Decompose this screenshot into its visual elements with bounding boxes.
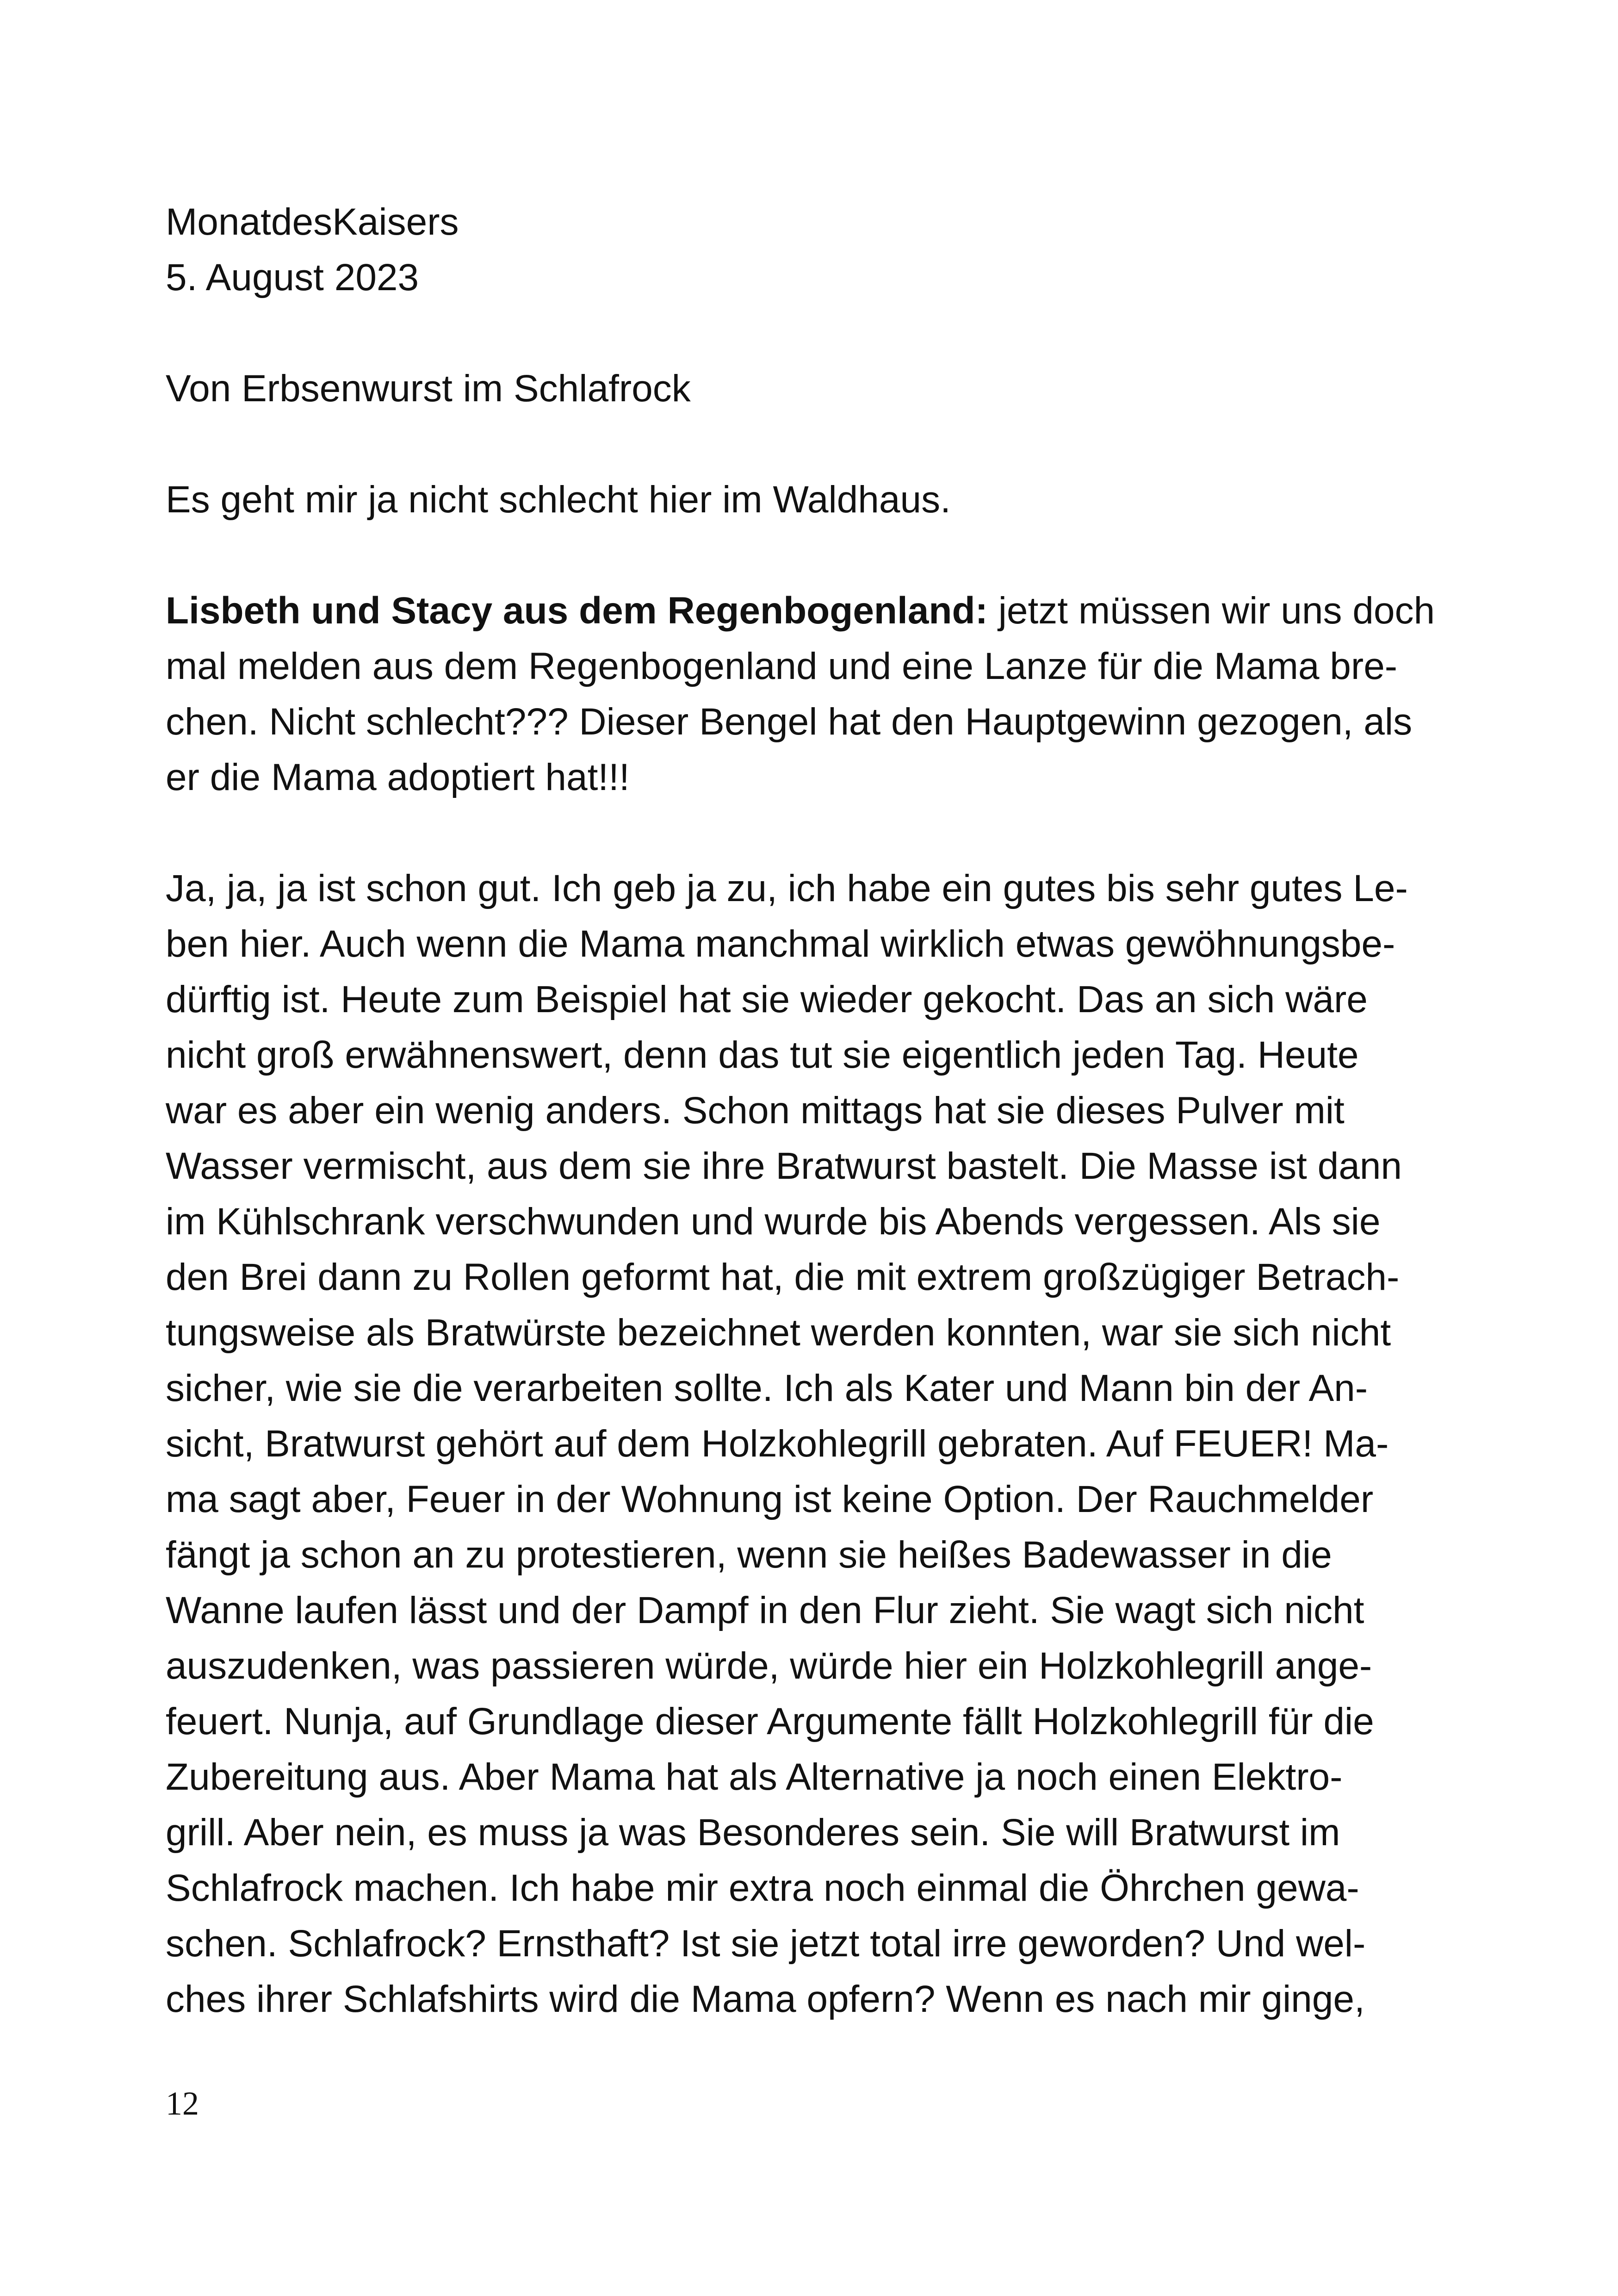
body-line: Ja, ja, ja ist schon gut. Ich geb ja zu, ich habe ein gutes bis sehr gutes Le- [166,867,1408,909]
body-line: feuert. Nunja, auf Grundlage dieser Argumente fällt Holzkohlegrill für die [166,1700,1374,1742]
paragraph-line: chen. Nicht schlecht??? Dieser Bengel hat den Hauptgewinn gezogen, als [166,701,1413,743]
spacer [166,805,1461,861]
body-line: den Brei dann zu Rollen geformt hat, die mit extrem großzügiger Betrach- [166,1256,1400,1298]
body-line: nicht groß erwähnenswert, denn das tut sie eigentlich jeden Tag. Heute [166,1034,1359,1076]
paragraph-line: er die Mama adoptiert hat!!! [166,756,630,798]
body-line: Zubereitung aus. Aber Mama hat als Alternative ja noch einen Elektro- [166,1756,1343,1798]
body-line: fängt ja schon an zu protestieren, wenn sie heißes Badewasser in die [166,1534,1332,1576]
chapter-title: Von Erbsenwurst im Schlafrock [166,367,691,410]
body-line: schen. Schlafrock? Ernsthaft? Ist sie jetzt total irre geworden? Und wel- [166,1923,1366,1965]
entry-date: 5. August 2023 [166,256,419,299]
body-line: Schlafrock machen. Ich habe mir extra noch einmal die Öhrchen gewa- [166,1867,1359,1909]
speaker-line [166,583,1461,639]
body-line: Wasser vermischt, aus dem sie ihre Bratwurst bastelt. Die Masse ist dann [166,1145,1402,1187]
body-line: war es aber ein wenig anders. Schon mittags hat sie dieses Pulver mit [166,1089,1345,1132]
body-line: grill. Aber nein, es muss ja was Besonderes sein. Sie will Bratwurst im [166,1811,1340,1854]
speaker-text: jetzt müssen wir uns doch [987,590,1435,632]
body-line: auszudenken, was passieren würde, würde hier ein Holzkohlegrill ange- [166,1645,1372,1687]
body-line: im Kühlschrank verschwunden und wurde bis Abends vergessen. Als sie [166,1201,1381,1243]
body-line: ches ihrer Schlafshirts wird die Mama opfern? Wenn es nach mir ginge, [166,1978,1365,2020]
body-line: sicht, Bratwurst gehört auf dem Holzkohlegrill gebraten. Auf FEUER! Ma- [166,1423,1389,1465]
body-line: ben hier. Auch wenn die Mama manchmal wirklich etwas gewöhnungsbe- [166,923,1395,965]
series-title: MonatdesKaisers [166,201,459,243]
body-line: dürftig ist. Heute zum Beispiel hat sie wieder gekocht. Das an sich wäre [166,978,1368,1020]
body-line: Wanne laufen lässt und der Dampf in den Flur zieht. Sie wagt sich nicht [166,1589,1364,1631]
page-number: 12 [166,2085,199,2122]
spacer [166,417,1461,472]
spacer [166,305,1461,361]
body-line: ma sagt aber, Feuer in der Wohnung ist keine Option. Der Rauchmelder [166,1478,1374,1520]
paragraph-line: mal melden aus dem Regenbogenland und eine Lanze für die Mama bre- [166,645,1398,687]
body-line: sicher, wie sie die verarbeiten sollte. Ich als Kater und Mann bin der An- [166,1367,1368,1409]
page-text [166,194,1461,2027]
intro-sentence: Es geht mir ja nicht schlecht hier im Waldhaus. [166,479,951,521]
speaker-label: Lisbeth und Stacy aus dem Regenbogenland: [166,590,988,632]
spacer [166,528,1461,583]
body-line: tungsweise als Bratwürste bezeichnet werden konnten, war sie sich nicht [166,1312,1391,1354]
